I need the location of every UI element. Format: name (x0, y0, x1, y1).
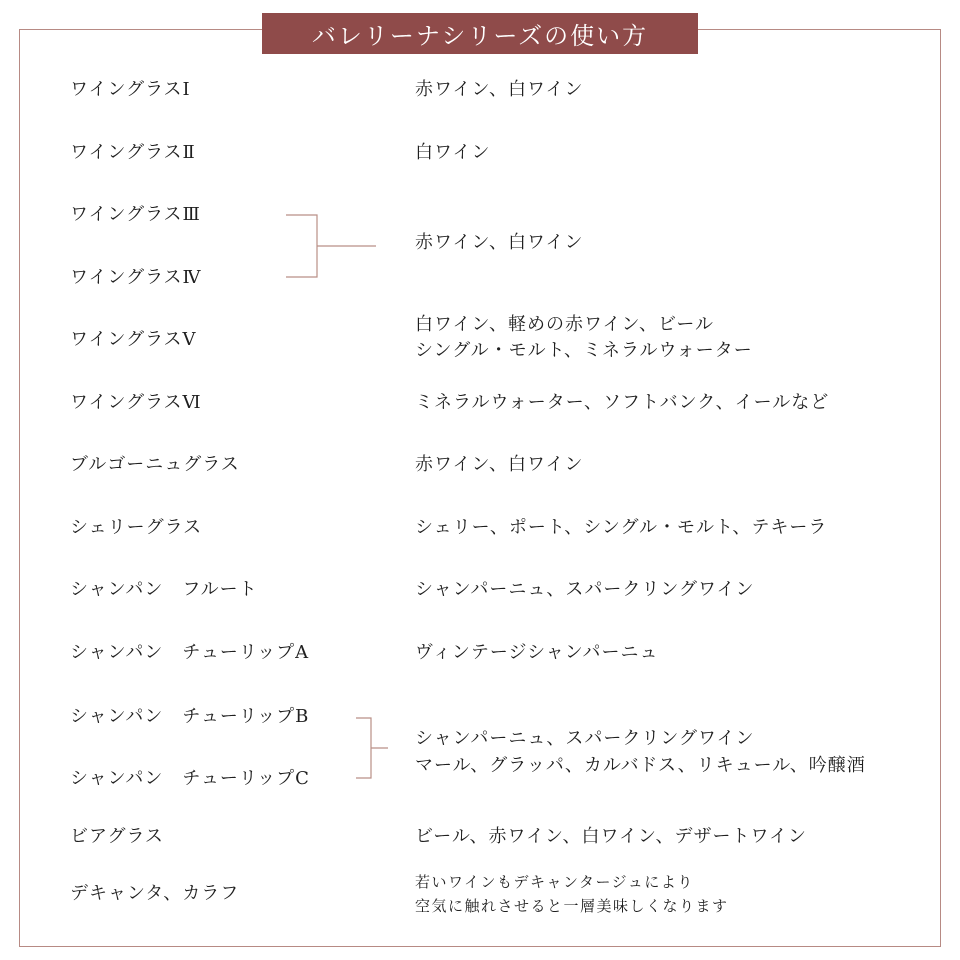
glass-name: ワイングラスⅣ (70, 267, 202, 288)
glass-name: デキャンタ、カラフ (70, 883, 240, 904)
usage-text (415, 826, 807, 848)
usage-line: ヴィンテージシャンパーニュ (415, 642, 659, 663)
glass-name: シェリーグラス (70, 517, 203, 538)
glass-name: ブルゴーニュグラス (70, 454, 240, 475)
content-frame (19, 29, 941, 947)
usage-text (415, 454, 583, 476)
usage-line: 赤ワイン、白ワイン (415, 454, 584, 475)
usage-line: シェリー、ポート、シングル・モルト、テキーラ (415, 517, 828, 538)
usage-text (415, 392, 829, 414)
glass-name: シャンパン チューリップB (70, 706, 310, 727)
usage-line: 白ワイン (415, 142, 491, 163)
page-title: バレリーナシリーズの使い方 (262, 13, 698, 54)
usage-line: ビール、赤ワイン、白ワイン、デザートワイン (415, 826, 807, 847)
usage-line: シングル・モルト、ミネラルウォーター (415, 340, 753, 361)
usage-line: シャンパーニュ、スパークリングワイン (415, 579, 755, 600)
usage-line: 若いワインもデキャンタージュにより (415, 873, 694, 891)
usage-line: シャンパーニュ、スパークリングワイン (415, 728, 755, 749)
usage-text (415, 642, 659, 664)
glass-name: ワイングラスⅥ (70, 392, 202, 413)
glass-name: ワイングラスⅠ (70, 79, 191, 100)
glass-name: ワイングラスⅤ (70, 329, 197, 350)
usage-text (415, 312, 753, 364)
glass-name: シャンパン チューリップA (70, 642, 310, 663)
usage-text (415, 142, 490, 164)
usage-text (415, 725, 866, 779)
glass-name: ワイングラスⅢ (70, 204, 201, 225)
usage-line: マール、グラッパ、カルバドス、リキュール、吟醸酒 (415, 755, 866, 776)
usage-text (415, 232, 583, 254)
glass-name: シャンパン チューリップC (70, 768, 310, 789)
usage-line: ミネラルウォーター、ソフトバンク、イールなど (415, 392, 830, 413)
usage-text (415, 870, 729, 918)
usage-text (415, 579, 754, 601)
usage-line: 赤ワイン、白ワイン (415, 232, 584, 253)
glass-name: ビアグラス (70, 826, 164, 847)
glass-name: ワイングラスⅡ (70, 142, 196, 163)
usage-text (415, 79, 583, 101)
usage-line: 赤ワイン、白ワイン (415, 79, 584, 100)
usage-line: 空気に触れさせると一層美味しくなります (415, 897, 729, 915)
usage-line: 白ワイン、軽めの赤ワイン、ビール (415, 314, 714, 335)
usage-text (415, 517, 827, 539)
glass-name: シャンパン フルート (70, 579, 258, 600)
